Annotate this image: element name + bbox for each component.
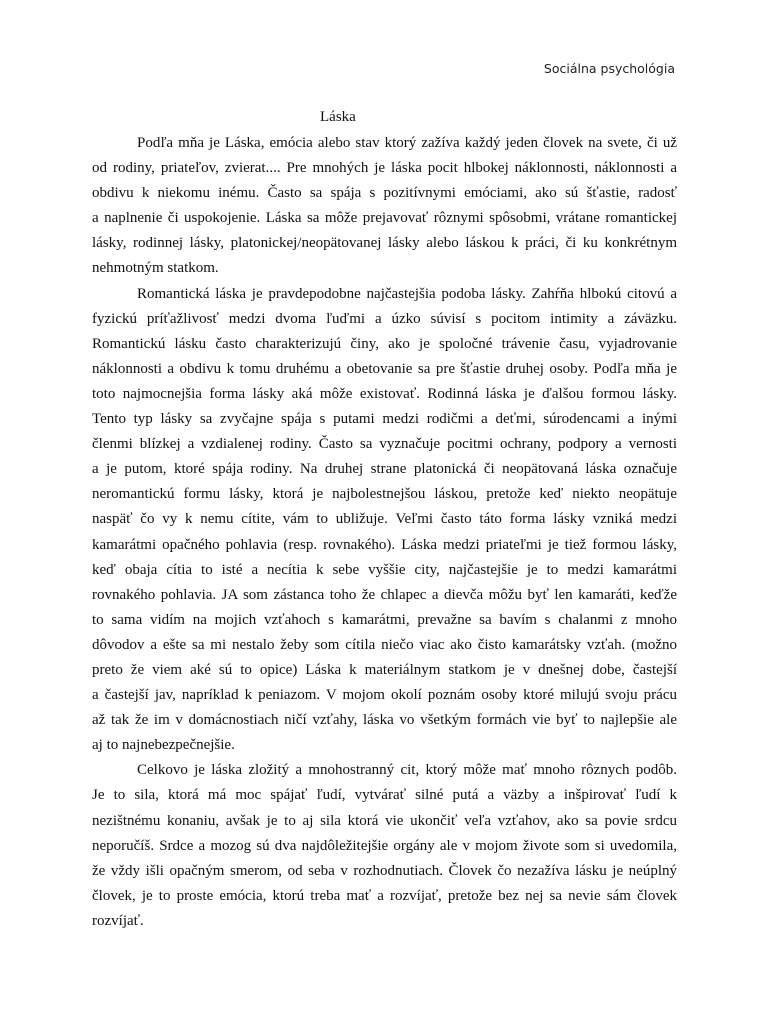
text-line: od rodiny, priateľov, zvierat.... Pre mnohých je láska pocit hlbokej náklonnosti, náklonnosti a xyxy=(92,160,677,177)
text-line: a je putom, ktoré spája rodiny. Na druhej strane platonická či neopätovaná láska označuje xyxy=(92,461,677,478)
text-line: a naplnenie či uspokojenie. Láska sa môže prejavovať rôznymi spôsobmi, vrátane romantickej xyxy=(92,210,677,227)
text-line: preto že viem aké sú to opice) Láska k materiálnym statkom je v dnešnej dobe, častejší xyxy=(92,661,677,678)
text-line: Je to sila, ktorá má moc spájať ľudí, vytvárať silné putá a väzby a inšpirovať ľudí k xyxy=(92,787,677,804)
text-line: človek, je to proste emócia, ktorú treba mať a rozvíjať, pretože bez nej sa nevie sám človek xyxy=(92,887,677,904)
text-line: nezištnému konaniu, avšak je to aj sila ktorá vie ukončiť veľa vzťahov, ako sa povie srdcu xyxy=(92,812,677,829)
text-line: nehmotným statkom. xyxy=(92,260,219,277)
text-line: fyzickú príťažlivosť medzi dvoma ľuďmi a úzko súvisí s pocitom intimity a záväzku. xyxy=(92,310,677,327)
text-line: keď obaja cítia to isté a necítia k sebe vyššie city, najčastejšie je to medzi kamarátmi xyxy=(92,561,677,578)
text-line: obdivu k niekomu inému. Často sa spája s pozitívnymi emóciami, ako sú šťastie, radosť xyxy=(92,185,677,202)
text-line: neporučíš. Srdce a mozog sú dva najdôležitejšie orgány ale v mojom živote som si uvedomila, xyxy=(92,837,677,854)
text-line: dôvodov a ešte sa mi nestalo žeby som cítila niečo viac ako čisto kamarátsky vzťah. (možno xyxy=(92,636,677,653)
text-line: kamarátmi opačného pohlavia (resp. rovnakého). Láska medzi priateľmi je tiež formou lásky, xyxy=(92,536,677,553)
text-line: Romantická láska je pravdepodobne najčastejšia podoba lásky. Zahŕňa hlbokú citovú a xyxy=(137,285,677,302)
text-line: lásky, rodinnej lásky, platonickej/neopätovanej lásky alebo láskou k práci, či ku konkrétnym xyxy=(92,235,677,252)
text-line: členmi blízkej a vzdialenej rodiny. Často sa vyznačuje pocitmi ochrany, podpory a vernosti xyxy=(92,436,677,453)
text-line: rozvíjať. xyxy=(92,912,144,929)
text-line: aj to najnebezpečnejšie. xyxy=(92,737,235,754)
text-line: Podľa mňa je Láska, emócia alebo stav ktorý zažíva každý jeden človek na svete, či už xyxy=(137,135,677,151)
text-line: neromantickú formu lásky, ktorá je najbolestnejšou láskou, pretože keď niekto neopätuje xyxy=(92,486,677,503)
text-line: Celkovo je láska zložitý a mnohostranný cit, ktorý môže mať mnoho rôznych podôb. xyxy=(137,762,677,779)
text-line: a častejší jav, napríklad k peniazom. V mojom okolí poznám osoby ktoré milujú svoju prácu xyxy=(92,687,677,704)
document-body xyxy=(92,131,677,934)
text-line: toto najmocnejšia forma lásky aká môže existovať. Rodinná láska je ďalšou formou lásky. xyxy=(92,385,677,402)
text-line: až tak že im v domácnostiach ničí vzťahy, láska vo všetkým formách vie byť to najlepšie ale xyxy=(92,712,677,729)
text-line: naspäť čo vy k nemu cítite, vám to ubližuje. Veľmi často táto forma lásky vzniká medzi xyxy=(92,511,677,528)
document-title: Láska xyxy=(320,109,356,125)
text-line: Tento typ lásky sa zvyčajne spája s putami medzi rodičmi a deťmi, súrodencami a inými xyxy=(92,411,677,428)
text-line: rovnakého pohlavia. JA som zástanca toho že chlapec a dievča môžu byť len kamaráti, keďže xyxy=(92,586,677,603)
text-line: to sama vidím na mojich vzťahoch s kamarátmi, prevažne sa bavím s chalanmi z mnoho xyxy=(92,611,677,628)
text-line: náklonnosti a obdivu k tomu druhému a obetovanie sa pre šťastie druhej osoby. Podľa mňa je xyxy=(92,360,677,377)
text-line: že vždy išli opačným smerom, od seba v rozhodnutiach. Človek čo nezažíva lásku je neúplný xyxy=(92,862,677,879)
text-line: Romantickú lásku často charakterizujú činy, ako je spoločné trávenie času, vyjadrovanie xyxy=(92,335,677,352)
page-header: Sociálna psychológia xyxy=(543,61,675,76)
